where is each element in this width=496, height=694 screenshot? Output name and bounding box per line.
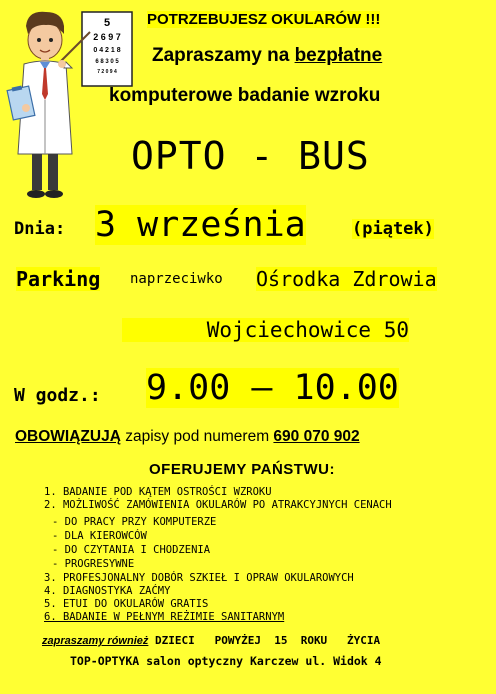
doctor-eye-right [49, 38, 53, 42]
page-title: OPTO - BUS [131, 134, 370, 178]
date-weekday: (piątek) [352, 219, 434, 239]
offer-heading: OFERUJEMY PAŃSTWU: [149, 461, 335, 478]
offer-subitem-computer: - DO PRACY PRZY KOMPUTERZE [52, 516, 217, 528]
header-line-2-prefix: Zapraszamy na [152, 45, 295, 66]
eye-chart-row-3: 0 4 2 1 8 [93, 47, 121, 54]
location-word-1: Parking [16, 267, 101, 291]
doctor-eye-left [37, 38, 41, 42]
location-word-3: Ośrodka Zdrowia [256, 267, 437, 291]
hours-label: W godz.: [14, 385, 101, 406]
signup-text: zapisy pod numerem [120, 428, 274, 445]
hours-value: 9.00 – 10.00 [146, 368, 399, 408]
offer-subitem-reading: - DO CZYTANIA I CHODZENIA [52, 544, 211, 556]
leg-right [48, 154, 58, 190]
footer-shop: TOP-OPTYKA salon optyczny Karczew ul. Widok 4 [70, 654, 382, 668]
offer-item-6: 6. BADANIE W PEŁNYM REŻIMIE SANITARNYM [44, 611, 285, 623]
shoe-right [45, 190, 63, 198]
hand-left [22, 104, 30, 112]
footer-children: DZIECI POWYŻEJ 15 ROKU ŻYCIA [148, 634, 381, 647]
offer-item-1: 1. BADANIE POD KĄTEM OSTROŚCI WZROKU [44, 486, 272, 498]
eye-chart-row-2: 2 6 9 7 [93, 32, 121, 42]
signup-phone: 690 070 902 [273, 428, 360, 445]
leg-left [32, 154, 42, 190]
offer-subitem-progressive: - PROGRESYWNE [52, 558, 135, 570]
eye-chart-row-4: 6 8 3 0 5 [95, 59, 119, 65]
signup-underlined: OBOWIĄZUJĄ [15, 428, 121, 445]
offer-subitem-drivers: - DLA KIEROWCÓW [52, 530, 147, 542]
date-label: Dnia: [14, 219, 66, 239]
shoe-left [27, 190, 45, 198]
hand-right [58, 60, 66, 68]
offer-item-5: 5. ETUI DO OKULARÓW GRATIS [44, 598, 209, 610]
offer-item-2: 2. MOŻLIWOŚĆ ZAMÓWIENIA OKULARÓW PO ATRAKCYJNYCH CENACH [44, 499, 392, 511]
eye-chart-row-5: 7 2 0 9 4 [97, 69, 117, 75]
header-line-2-underlined: bezpłatne [294, 45, 383, 66]
footer-invite: zapraszamy również [42, 635, 149, 647]
footer-line-1 [42, 634, 380, 647]
location-word-2: naprzeciwko [130, 271, 223, 287]
header-line-1: POTRZEBUJESZ OKULARÓW !!! [147, 11, 381, 28]
offer-item-4: 4. DIAGNOSTYKA ZAĆMY [44, 585, 171, 597]
signup-line [15, 428, 360, 446]
offer-item-3: 3. PROFESJONALNY DOBÓR SZKIEŁ I OPRAW OKULAROWYCH [44, 572, 354, 584]
header-line-2 [152, 45, 382, 67]
date-value: 3 września [95, 205, 306, 245]
location-address: Wojciechowice 50 [122, 318, 409, 342]
eye-chart-row-1: 5 [103, 17, 111, 29]
header-line-3: komputerowe badanie wzroku [109, 85, 381, 106]
